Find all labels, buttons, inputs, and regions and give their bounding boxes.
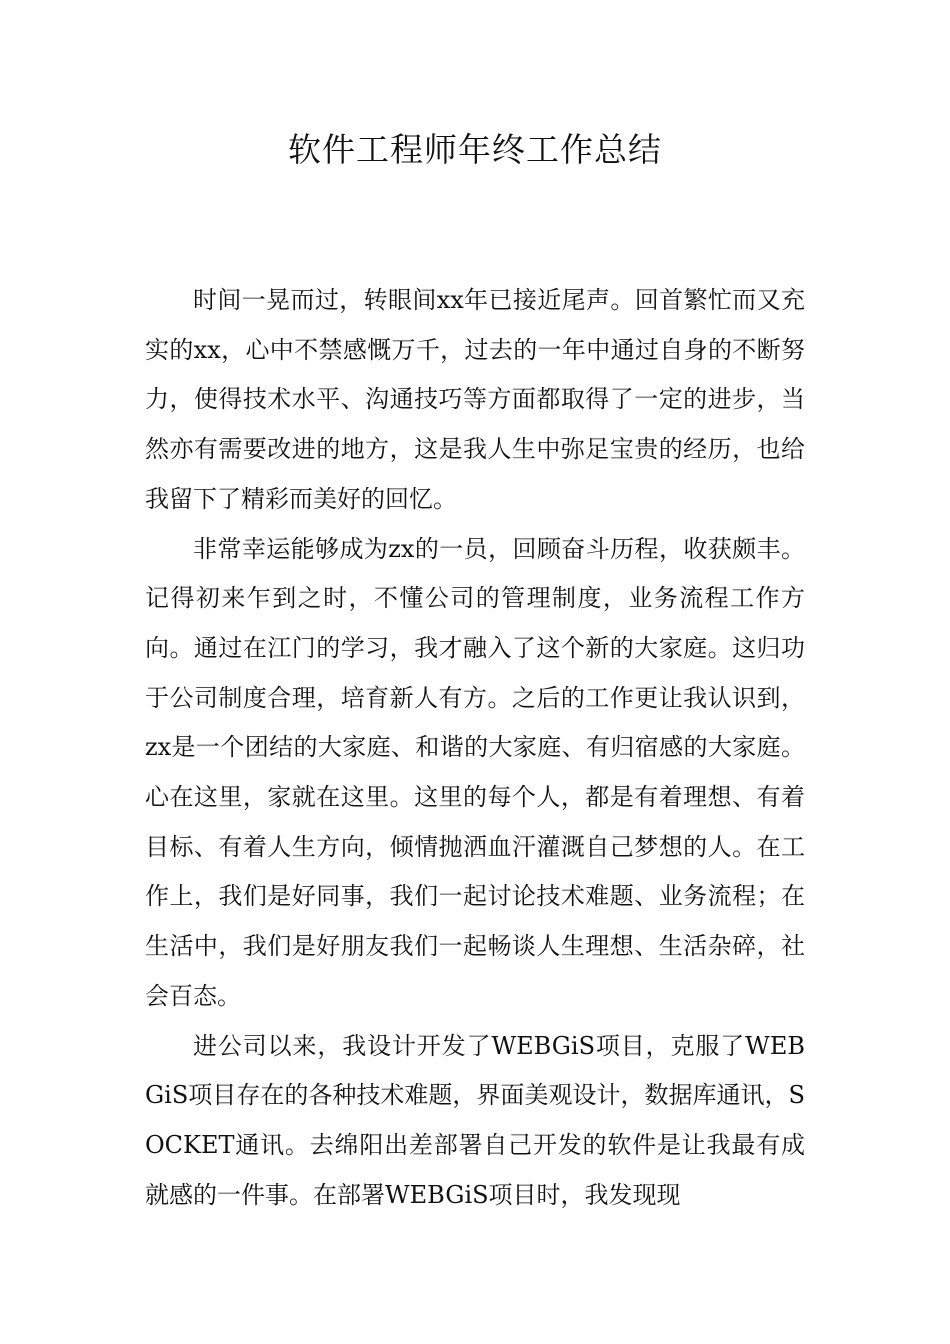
- document-title: 软件工程师年终工作总结: [288, 130, 662, 169]
- paragraph-2: 非常幸运能够成为zx的一员，回顾奋斗历程，收获颇丰。记得初来乍到之时，不懂公司的管理制度，业务流程工作方向。通过在江门的学习，我才融入了这个新的大家庭。这归功于公司制度合理，培育新人有方。之后的工作更让我认识到，zx是一个团结的大家庭、和谐的大家庭、有归宿感的大家庭。心在这里，家就在这里。这里的每个人，都是有着理想、有着目标、有着人生方向，倾情抛洒血汗灌溉自己梦想的人。在工作上，我们是好同事，我们一起讨论技术难题、业务流程；在生活中，我们是好朋友我们一起畅谈人生理想、生活杂碎，社会百态。: [145, 534, 805, 1010]
- paragraph-3: 进公司以来，我设计开发了WEBGiS项目，克服了WEBGiS项目存在的各种技术难题，界面美观设计，数据库通讯，SOCKET通讯。去绵阳出差部署自己开发的软件是让我最有成就感的一件事。在部署WEBGiS项目时，我发现现: [145, 1031, 805, 1209]
- document-body: [145, 276, 805, 1220]
- paragraph-1: 时间一晃而过，转眼间xx年已接近尾声。回首繁忙而又充实的xx，心中不禁感慨万千，过去的一年中通过自身的不断努力，使得技术水平、沟通技巧等方面都取得了一定的进步，当然亦有需要改进的地方，这是我人生中弥足宝贵的经历，也给我留下了精彩而美好的回忆。: [145, 286, 805, 513]
